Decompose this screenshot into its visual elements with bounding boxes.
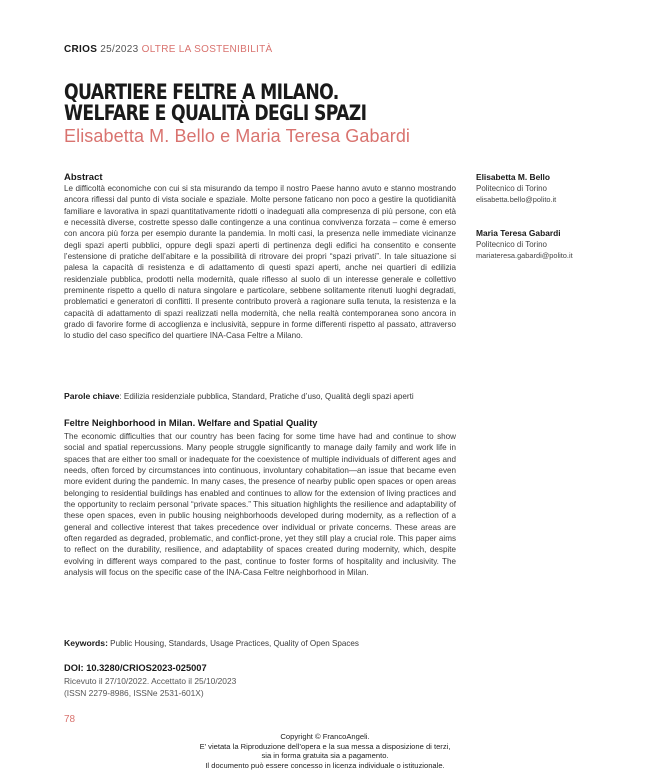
author-affiliation: Politecnico di Torino bbox=[476, 184, 548, 193]
page-number: 78 bbox=[64, 714, 76, 725]
keywords-label-en: Keywords: bbox=[64, 638, 108, 648]
copyright-line: sia in forma gratuita sia a pagamento. bbox=[261, 751, 389, 761]
author-affiliation: Politecnico di Torino bbox=[476, 240, 548, 249]
received-accepted: Ricevuto il 27/10/2022. Accettato il 25/10/2023 bbox=[64, 676, 237, 686]
copyright-notice bbox=[165, 732, 485, 770]
article-title bbox=[64, 82, 366, 124]
author-email: elisabetta.bello@polito.it bbox=[476, 195, 557, 204]
series-name: OLTRE LA SOSTENIBILITÀ bbox=[141, 44, 273, 55]
abstract-heading: Abstract bbox=[64, 172, 103, 183]
copyright-line: E’ vietata la Riproduzione dell’opera e la sua messa a disposizione di terzi, bbox=[199, 741, 451, 751]
keywords-label-it: Parole chiave bbox=[64, 391, 120, 401]
publication-info bbox=[64, 676, 236, 699]
running-head bbox=[64, 44, 273, 55]
author-name: Maria Teresa Gabardi bbox=[476, 228, 561, 238]
title-line-2: WELFARE E QUALITÀ DEGLI SPAZI bbox=[64, 101, 367, 125]
italian-keywords bbox=[64, 391, 456, 402]
title-line-1: QUARTIERE FELTRE A MILANO. bbox=[64, 80, 339, 104]
copyright-line: Il documento può essere concesso in licenza individuale o istituzionale. bbox=[205, 760, 445, 770]
english-title: Feltre Neighborhood in Milan. Welfare and Spatial Quality bbox=[64, 418, 318, 428]
journal-name: CRIOS bbox=[64, 44, 98, 55]
author-detail bbox=[476, 172, 606, 205]
author-name: Elisabetta M. Bello bbox=[476, 172, 550, 182]
author-detail bbox=[476, 228, 606, 261]
doi: DOI: 10.3280/CRIOS2023-025007 bbox=[64, 663, 207, 673]
journal-issue: 25/2023 bbox=[100, 44, 139, 55]
abstract-text: Le difficoltà economiche con cui si sta misurando da tempo il nostro Paese hanno avuto e stanno mostrando ancora riflessi dal punto di vista sociale e spaziale. Molte persone faticano non poco a gestire la quotidianità familiare e lavorativa in spazi quantitativamente ridotti o inadeguati alla compresenza di più persone, con età e necessità diverse, costrette spesso dalle contingenze a una continua convivenza forzata – come è emerso con ancora più forza per esempio durante la pandemia. In molti casi, la presenza nelle immediate vicinanze degli spazi aperti pubblici, oppure degli spazi aperti di pertinenza degli edifici ha consentito e consente l’estensione di pratiche dell’abitare e la possibilità di ritrovare dei propri “spazi privati”. In tale situazione si palesa la capacità di resistenza e di adattamento di questi spazi aperti, anche nei quartieri di edilizia residenziale pubblica, prodotti nella modernità, quale riflesso al suolo di un interesse generale e collettivo preminente rispetto a quello di natura singolare e particolare, sebbene solitamente ritenuti luoghi degradati, problematici e generatori di conflitti. Il presente contributo proverà a ragionare sulla tenuta, la resistenza e la capacità di adattamento di spazi realizzati nella modernità, che nella realtà contemporanea sono ancora in grado di favorire forme di accoglienza e inclusività, seppure in forme differenti rispetto al passato, attraverso lo studio del caso specifico del quartiere INA-Casa Feltre a Milano. bbox=[64, 184, 456, 341]
keywords-list-en: Public Housing, Standards, Usage Practices, Quality of Open Spaces bbox=[107, 639, 359, 648]
author-email: mariateresa.gabardi@polito.it bbox=[476, 251, 573, 260]
english-keywords bbox=[64, 638, 456, 649]
issn: (ISSN 2279-8986, ISSNe 2531-601X) bbox=[64, 687, 204, 698]
copyright-line: Copyright © FrancoAngeli. bbox=[280, 732, 370, 741]
english-abstract-text: The economic difficulties that our country has been facing for some time have had and continue to show social and spatial repercussions. Many people struggle significantly to manage daily family and work life in spaces that are either too small or inadequate for the coexistence of multiple individuals of different ages and needs, often forced by circumstances into continuous, involuntary cohabitation—an issue that became even more evident during the pandemic. In many cases, the presence of nearby public open spaces or open areas belonging to residential buildings has enabled and continues to allow for the extension of living practices and the opportunity to reclaim personal “private spaces.” This situation highlights the resilience and adaptability of these open spaces, even in public housing neighborhoods developed during modernity, as a reflection of a general and collective interest that takes precedence over individual or private concerns. These areas are often regarded as degraded, problematic, and conflict-prone, yet they still play a crucial role. This paper aims to reflect on the durability, resilience, and adaptability of spaces created during modernity, which, despite evolving in different ways compared to the past, continue to foster forms of hospitality and inclusivity. The analysis will focus on the specific case of the INA-Casa Feltre neighborhood in Milan. bbox=[64, 432, 456, 578]
keywords-list-it: : Edilizia residenziale pubblica, Standard, Pratiche d’uso, Qualità degli spazi aperti bbox=[119, 392, 414, 401]
authors-line: Elisabetta M. Bello e Maria Teresa Gabardi bbox=[64, 126, 411, 146]
